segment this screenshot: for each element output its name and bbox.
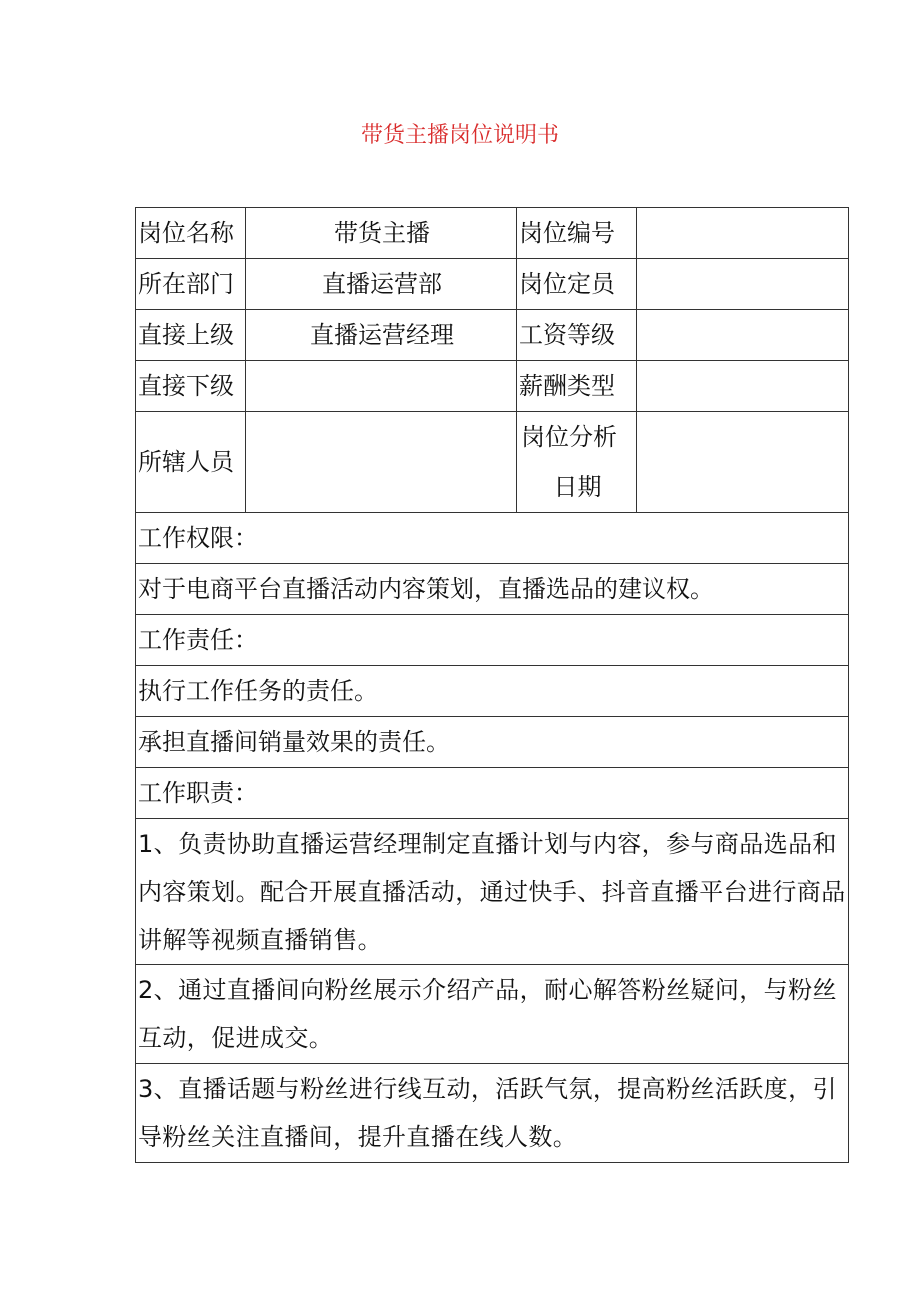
authority-heading: 工作权限： (136, 513, 849, 564)
table-row (136, 310, 849, 361)
table-row (136, 208, 849, 259)
position-code-label: 岗位编号 (517, 208, 637, 259)
analysis-date-label-line2: 日期 (553, 473, 602, 501)
duty-item: 1、负责协助直播运营经理制定直播计划与内容，参与商品选品和内容策划。配合开展直播活动，通过快手、抖音直播平台进行商品讲解等视频直播销售。 (136, 819, 849, 965)
responsibility-item: 执行工作任务的责任。 (136, 666, 849, 717)
table-row (136, 259, 849, 310)
subordinate-label: 直接下级 (136, 361, 246, 412)
pay-type-value (637, 361, 849, 412)
position-name-value: 带货主播 (246, 208, 517, 259)
table-row (136, 615, 849, 666)
staff-label: 所辖人员 (136, 412, 246, 513)
headcount-value (637, 259, 849, 310)
analysis-date-value (637, 412, 849, 513)
superior-label: 直接上级 (136, 310, 246, 361)
analysis-date-label (517, 412, 637, 513)
table-row (136, 564, 849, 615)
position-name-label: 岗位名称 (136, 208, 246, 259)
department-value: 直播运营部 (246, 259, 517, 310)
table-row (136, 768, 849, 819)
pay-type-label: 薪酬类型 (517, 361, 637, 412)
staff-value (246, 412, 517, 513)
authority-item: 对于电商平台直播活动内容策划，直播选品的建议权。 (136, 564, 849, 615)
superior-value: 直播运营经理 (246, 310, 517, 361)
table-row (136, 666, 849, 717)
document-title: 带货主播岗位说明书 (360, 123, 559, 148)
table-row (136, 1064, 849, 1163)
analysis-date-label-line1: 岗位分析 (521, 423, 617, 451)
subordinate-value (246, 361, 517, 412)
table-row (136, 965, 849, 1064)
table-row (136, 412, 849, 513)
headcount-label: 岗位定员 (517, 259, 637, 310)
table-row (136, 717, 849, 768)
table-row (136, 513, 849, 564)
salary-grade-value (637, 310, 849, 361)
duty-item: 3、直播话题与粉丝进行线互动，活跃气氛，提高粉丝活跃度，引导粉丝关注直播间，提升直播在线人数。 (136, 1064, 849, 1163)
table-row (136, 361, 849, 412)
job-description-table (135, 207, 849, 1163)
salary-grade-label: 工资等级 (517, 310, 637, 361)
duties-heading: 工作职责： (136, 768, 849, 819)
responsibility-item: 承担直播间销量效果的责任。 (136, 717, 849, 768)
responsibility-heading: 工作责任： (136, 615, 849, 666)
duty-item: 2、通过直播间向粉丝展示介绍产品，耐心解答粉丝疑问，与粉丝互动，促进成交。 (136, 965, 849, 1064)
position-code-value (637, 208, 849, 259)
table-row (136, 819, 849, 965)
department-label: 所在部门 (136, 259, 246, 310)
